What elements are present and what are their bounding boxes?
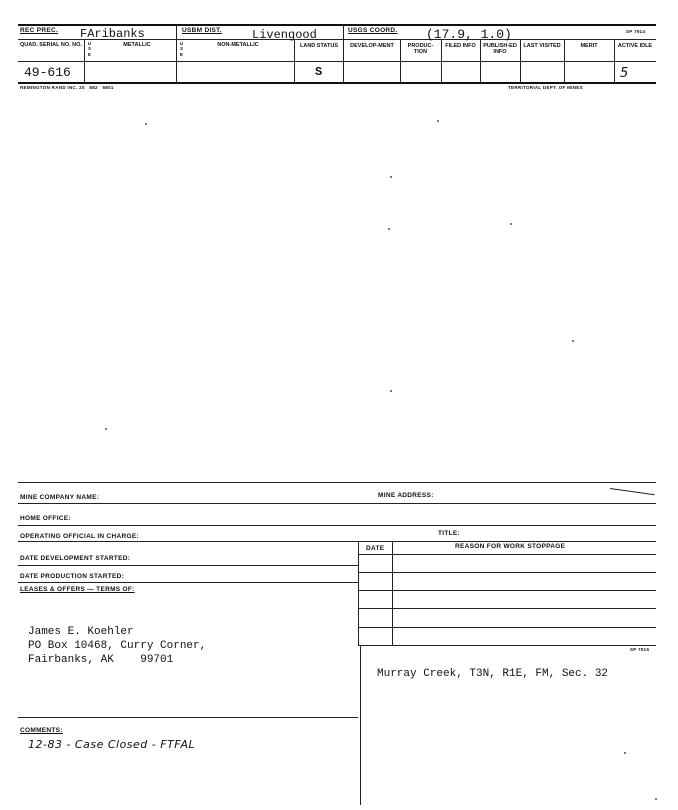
footer-territorial: TERRITORIAL DEPT. OF MINES (508, 85, 583, 90)
mine-company-label: MINE COMPANY NAME: (20, 494, 100, 501)
col-metallic: METALLIC (123, 42, 151, 48)
rec-prec-value: FAribanks (80, 27, 145, 41)
owner-address (28, 626, 206, 667)
date-production-label: DATE PRODUCTION STARTED: (20, 573, 125, 580)
leases-label: LEASES & OFFERS — TERMS OF: (20, 586, 135, 593)
date-col: DATE (366, 545, 385, 552)
col-use-2: USE (179, 41, 184, 57)
address-line: Fairbanks, AK 99701 (28, 653, 174, 666)
quad-serial-value: 49-616 (24, 65, 71, 80)
reason-col: REASON FOR WORK STOPPAGE (455, 543, 566, 550)
active-idle-mark: 5 (620, 66, 629, 81)
usgs-coord-value: (17.9, 1.0) (426, 27, 512, 42)
usgs-coord-label: USGS COORD. (348, 27, 398, 34)
col-production: PRODUC-TION (407, 43, 434, 56)
usbm-dist-value: Livengood (252, 28, 317, 42)
location-text: Murray Creek, T3N, R1E, FM, Sec. 32 (377, 668, 609, 680)
col-active-idle: ACTIVE IDLE (617, 43, 653, 49)
address-line: PO Box 10468, Curry Corner, (28, 639, 207, 652)
col-last-visited: LAST VISITED (523, 43, 561, 49)
home-office-label: HOME OFFICE: (20, 515, 71, 522)
form-number: SP 7914 (626, 29, 646, 34)
col-land-status: LAND STATUS (300, 43, 338, 49)
date-development-label: DATE DEVELOPMENT STARTED: (20, 555, 131, 562)
col-published-info: PUBLISH-ED INFO (483, 43, 517, 56)
rec-prec-label: REC PREC. (20, 27, 59, 34)
form-number-2: SP 7915 (630, 647, 650, 652)
col-merit: MERIT (580, 43, 598, 49)
title-label: TITLE: (438, 530, 461, 537)
comments-label: COMMENTS: (20, 727, 63, 734)
col-use-1: USE (87, 41, 92, 57)
operating-official-label: OPERATING OFFICIAL IN CHARGE: (20, 533, 139, 540)
col-development: DEVELOP-MENT (350, 43, 394, 49)
address-line: James E. Koehler (28, 626, 134, 638)
mine-address-label: MINE ADDRESS: (378, 492, 434, 499)
comments-text: 12-83 - Case Closed - FTFAL (28, 738, 196, 751)
usbm-dist-label: USBM DIST. (182, 27, 222, 34)
col-quad-serial: QUAD. SERIAL NO. NO. (20, 42, 82, 48)
col-filed-info: FILED INFO (445, 43, 476, 49)
footer-printer: REMINGTON RAND INC. 20 882 5801 (20, 85, 114, 90)
col-non-metallic: NON-METALLIC (217, 42, 259, 48)
land-status-value: S (315, 65, 323, 79)
